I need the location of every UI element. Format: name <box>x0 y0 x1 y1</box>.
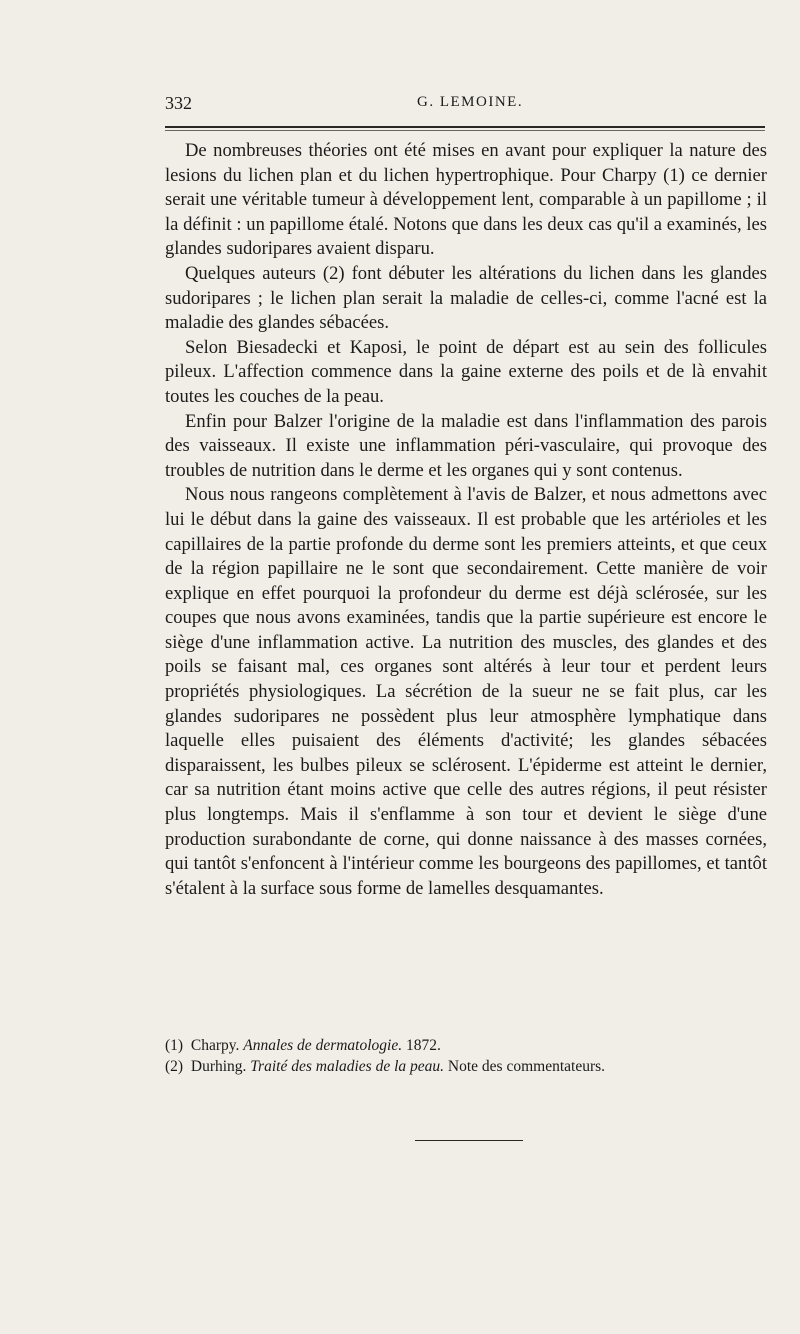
running-head <box>165 93 765 119</box>
paragraph-balzer: Enfin pour Balzer l'origine de la maladie est dans l'inflammation des parois des vaisseaux. Il existe une inflammation péri-vasculaire, qui provoque des troubles de nutrition dans le derme et les organes qui y sont contenus. <box>165 410 767 481</box>
footnote-1 <box>165 1035 765 1056</box>
footnote-rest: Note des commentateurs. <box>447 1058 606 1075</box>
footnote-number: (2) <box>165 1058 184 1075</box>
footnote-author: Durhing. <box>190 1058 247 1075</box>
running-title: G. LEMOINE. <box>417 94 524 110</box>
paragraph-sudoripares: Quelques auteurs (2) font débuter les altérations du lichen dans les glandes sudoripares ; le lichen plan serait la maladie de celles-ci, comme l'acné est la maladie des glandes sébacées. <box>165 262 767 334</box>
header-rule-thin <box>165 130 765 131</box>
footnote-rest: 1872. <box>405 1037 441 1054</box>
paragraph-theories: De nombreuses théories ont été mises en avant pour expliquer la nature des lesions du lichen plan et du lichen hypertrophique. Pour Charpy (1) ce dernier serait une véritable tumeur à développement lent, comparable à un papillome ; il la définit : un papillome étalé. Notons que dans les deux cas qu'il a examinés, les glandes sudoripares avaient disparu. <box>165 140 767 260</box>
footnote-number: (1) <box>165 1037 184 1054</box>
footnote-title: Traité des maladies de la peau. <box>250 1058 445 1075</box>
footnote-2 <box>165 1056 765 1077</box>
page-number: 332 <box>165 93 192 113</box>
footnotes <box>165 1035 765 1077</box>
footnote-title: Annales de dermatologie. <box>243 1037 403 1054</box>
paragraph-conclusion: Nous nous rangeons complètement à l'avis de Balzer, et nous admettons avec lui le début dans la gaine des vaisseaux. Il est probable que les artérioles et les capillaires de la partie profonde du derme sont les premiers atteints, et que ceux de la région papillaire ne le sont que secondairement. Cette manière de voir explique en effet pourquoi la profondeur du derme est déjà sclérosée, sur les coupes que nous avons examinées, tandis que la partie supérieure est encore le siège d'une inflammation active. La nutrition des muscles, des glandes et des poils se faisant mal, ces organes sont altérés à leur tour et perdent leurs propriétés physiologiques. La sécrétion de la sueur ne se fait plus, car les glandes sudoripares ne possèdent plus leur atmosphère lymphatique dans laquelle elles puisaient des éléments d'activité; les glandes sébacées disparaissent, les bulbes pileux se sclérosent. L'épiderme est atteint le dernier, car sa nutrition étant moins active que celle des autres régions, il peut résister plus longtemps. Mais il s'enflamme à son tour et devient le siège d'une production surabondante de corne, qui donne naissance à des masses cornées, qui tantôt s'enfoncent à l'intérieur comme les bourgeons des papillomes, et tantôt s'étalent à la surface sous forme de lamelles desquamantes. <box>165 484 767 899</box>
end-rule <box>415 1140 523 1141</box>
header-rule <box>165 126 765 128</box>
paragraph-follicules: Selon Biesadecki et Kaposi, le point de départ est au sein des follicules pileux. L'affection commence dans la gaine externe des poils et de là envahit toutes les couches de la peau. <box>165 336 767 407</box>
body-text <box>165 139 767 901</box>
footnote-author: Charpy. <box>190 1037 240 1054</box>
